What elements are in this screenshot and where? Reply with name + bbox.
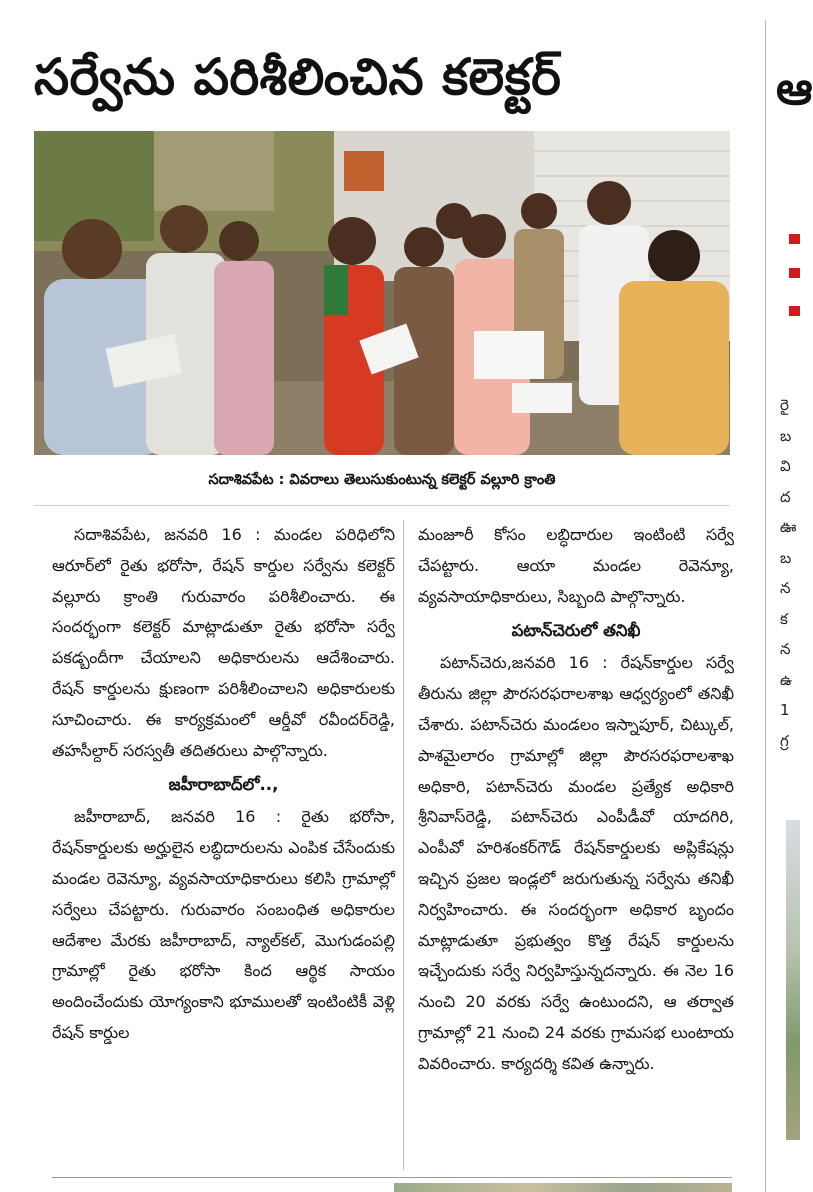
neighbor-text-line: క <box>780 609 788 628</box>
neighbor-text-line: ఊ <box>780 518 797 536</box>
neighbor-text-line: బ <box>780 426 792 445</box>
neighbor-headline: ఆ <box>776 61 813 115</box>
article-paragraph: మంజూరీ కోసం లబ్ధిదారుల ఇంటింటి సర్వే చేపట్టారు. ఆయా మండల రెవెన్యూ, వ్యవసాయాధికారులు, సిబ్బంది పాల్గొన్నారు. <box>418 525 734 606</box>
section-subhead: పటాన్‌చెరులో తనిఖీ <box>511 621 641 641</box>
next-article-image <box>394 1183 732 1192</box>
neighbor-text-line: న <box>780 640 791 658</box>
left-column <box>52 520 395 1049</box>
neighbor-text-line: బ <box>780 548 792 567</box>
article-paragraph: జహీరాబాద్, జనవరి 16 : రైతు భరోసా, రేషన్‌కార్డులకు అర్హులైన లబ్ధిదారులను ఎంపిక చేసేందుకు మండల రెవెన్యూ, వ్యవసాయాధికారులు కలిసి గ్రామాల్లో సర్వేలు చేపట్టారు. గురువారం సంబంధిత అధికారుల ఆదేశాల మేరకు జహీరాబాద్, న్యాల్‌కల్, మొగుడంపల్లి గ్రామాల్లో రైతు భరోసా కింద ఆర్థిక సాయం అందించేందుకు యోగ్యంకాని భూములతో ఇంటింటికీ వెళ్లి రేషన్ కార్డుల <box>52 807 395 1042</box>
neighbor-text-line: 1 <box>780 701 790 719</box>
section-subhead: జహీరాబాద్‌లో.., <box>168 775 279 795</box>
neighbor-photo <box>786 820 800 1140</box>
page-column-separator <box>765 20 766 1192</box>
neighbor-text <box>780 390 800 790</box>
caption-divider <box>34 505 730 506</box>
neighbor-text-line: రై <box>780 396 789 414</box>
article-photo <box>34 131 730 455</box>
neighbor-text-line: న <box>780 579 791 597</box>
article-paragraph: పటాన్‌చెరు,జనవరి 16 : రేషన్‌కార్డుల సర్వే తీరును జిల్లా పౌరసరఫరాలశాఖ ఆధ్వర్యంలో తనిఖీ చేశారు. పటాన్‌చెరు మండలం ఇస్నాపూర్, చిట్కుల్, పాశమైలారం గ్రామాల్లో జిల్లా పౌరసరఫరాలశాఖ అధికారి, పటాన్‌చెరు మండల ప్రత్యేక అధికారి శ్రీనివాస్‌రెడ్డి, పటాన్‌చెరు ఎంపీడీవో యాదగిరి, ఎంపీవో హరిశంకర్‌గౌడ్ రేషన్‌కార్డులకు అప్లికేషన్లు ఇచ్చిన ప్రజల ఇండ్లలో జరుగుతున్న సర్వేను తనిఖీ నిర్వహించారు. ఈ సందర్భంగా అధికార బృందం మాట్లాడుతూ ప్రభుత్వం కొత్త రేషన్ కార్డులను ఇచ్చేందుకు సర్వే నిర్వహిస్తున్నదన్నారు. ఈ నెల 16 నుంచి 20 వరకు సర్వే ఉంటుందని, ఆ తర్వాత గ్రామాల్లో 21 నుంచి 24 వరకు గ్రామసభ లుంటాయ వివరించారు. కార్యదర్శి కవిత ఉన్నారు. <box>418 653 734 1073</box>
neighbor-text-line: ఉ <box>780 670 792 689</box>
red-bullet-icon <box>789 306 800 316</box>
bottom-divider <box>52 1177 732 1178</box>
right-column <box>418 520 734 1080</box>
red-bullet-icon <box>789 234 800 244</box>
neighbor-text-line: ద <box>780 487 791 506</box>
article-paragraph: సదాశివపేట, జనవరి 16 : మండల పరిధిలోని ఆరూర్‌లో రైతు భరోసా, రేషన్ కార్డుల సర్వేను కలెక్టర్ వల్లూరు క్రాంతి గురువారం పరిశీలించారు. ఈ సందర్భంగా కలెక్టర్ మాట్లాడుతూ రైతు భరోసా సర్వే పకడ్బందీగా చేయాలని అధికారులను ఆదేశించారు. రేషన్ కార్డులను క్షుణంగా పరిశీలించాలని అధికారులకు సూచించారు. ఈ కార్యక్రమంలో ఆర్డీవో రవీందర్‌రెడ్డి, తహసీల్దార్ సరస్వతీ తదితరులు పాల్గొన్నారు. <box>52 525 395 760</box>
neighbor-text-line: వి <box>780 457 791 475</box>
red-bullet-icon <box>789 268 800 278</box>
column-divider <box>403 520 404 1170</box>
article-headline: సర్వేను పరిశీలించిన కలెక్టర్ <box>34 48 562 106</box>
photo-caption: సదాశివపేట : వివరాలు తెలుసుకుంటున్న కలెక్టర్ వల్లూరి క్రాంతి <box>208 472 556 488</box>
neighbor-text-line: గ్ర <box>780 731 789 750</box>
